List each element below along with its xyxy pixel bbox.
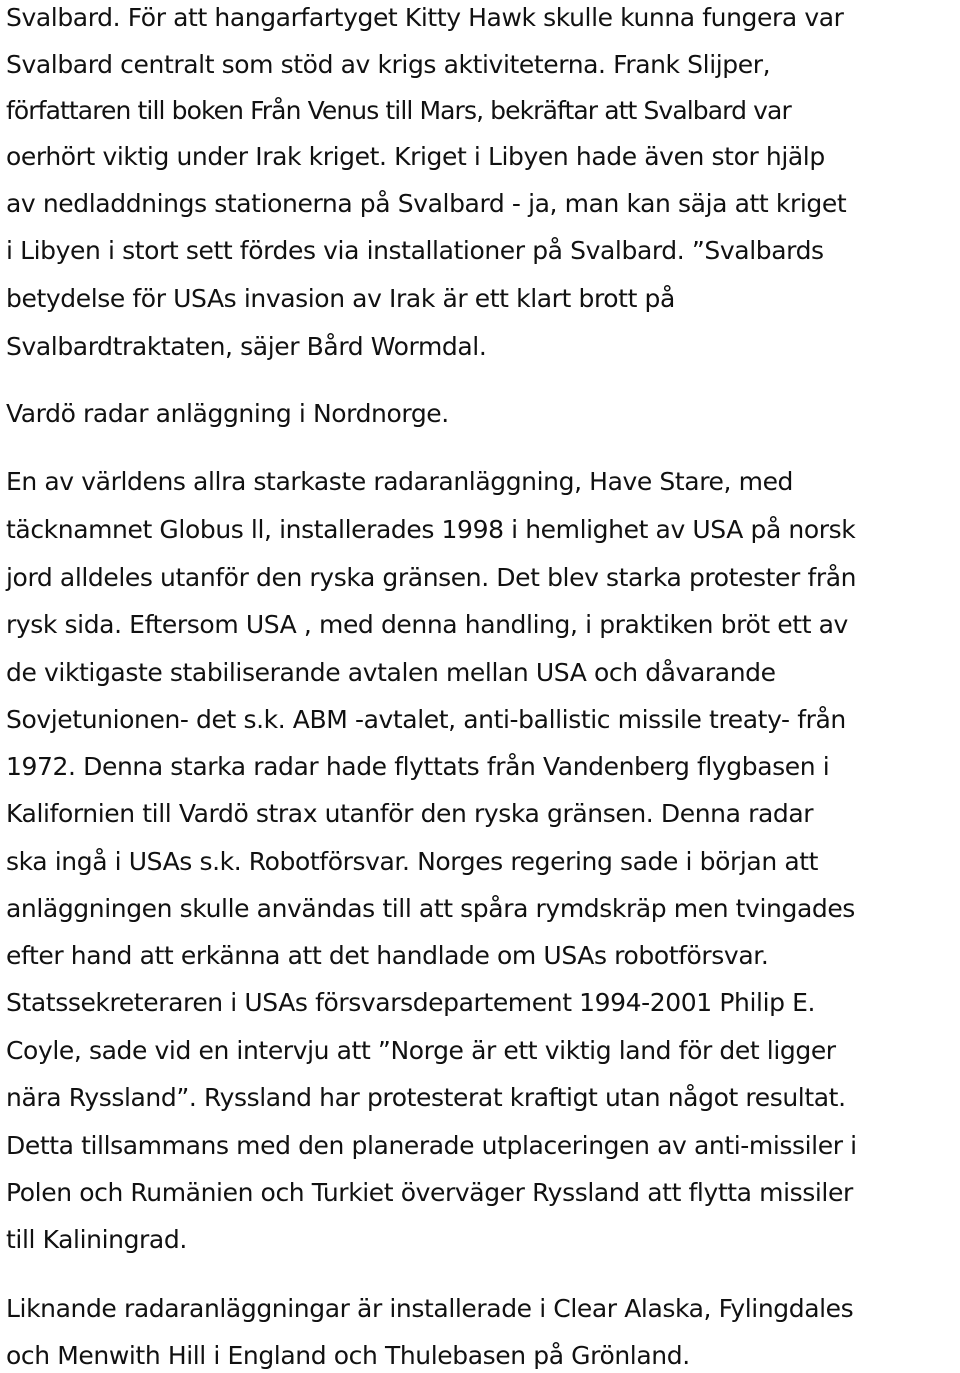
paragraph-2-line-7: 1972. Denna starka radar hade flyttats från Vandenberg flygbasen i bbox=[6, 752, 830, 781]
paragraph-2-line-11: efter hand att erkänna att det handlade om USAs robotförsvar. bbox=[6, 941, 769, 970]
paragraph-1-line-5: av nedladdnings stationerna på Svalbard - ja, man kan säja att kriget bbox=[6, 189, 847, 218]
paragraph-2-line-5: de viktigaste stabiliserande avtalen mellan USA och dåvarande bbox=[6, 658, 776, 687]
section-heading: Vardö radar anläggning i Nordnorge. bbox=[6, 399, 449, 428]
paragraph-3-line-1: Liknande radaranläggningar är installerade i Clear Alaska, Fylingdales bbox=[6, 1294, 854, 1323]
paragraph-1-line-2: Svalbard centralt som stöd av krigs aktiviteterna. Frank Slijper, bbox=[6, 50, 771, 79]
paragraph-2-line-17: till Kaliningrad. bbox=[6, 1225, 187, 1254]
paragraph-1-line-1: Svalbard. För att hangarfartyget Kitty Hawk skulle kunna fungera var bbox=[6, 3, 844, 32]
paragraph-2-line-16: Polen och Rumänien och Turkiet överväger Ryssland att flytta missiler bbox=[6, 1178, 853, 1207]
paragraph-2-line-2: täcknamnet Globus ll, installerades 1998 i hemlighet av USA på norsk bbox=[6, 515, 856, 544]
paragraph-1-line-3: författaren till boken Från Venus till Mars, bekräftar att Svalbard var bbox=[6, 96, 791, 125]
paragraph-2-line-13: Coyle, sade vid en intervju att ”Norge är ett viktig land för det ligger bbox=[6, 1036, 836, 1065]
paragraph-1-line-7: betydelse för USAs invasion av Irak är ett klart brott på bbox=[6, 284, 675, 313]
paragraph-2-line-4: rysk sida. Eftersom USA , med denna handling, i praktiken bröt ett av bbox=[6, 610, 848, 639]
paragraph-2-line-10: anläggningen skulle användas till att spåra rymdskräp men tvingades bbox=[6, 894, 855, 923]
paragraph-3-line-2: och Menwith Hill i England och Thulebasen på Grönland. bbox=[6, 1341, 690, 1370]
paragraph-1-line-8: Svalbardtraktaten, säjer Bård Wormdal. bbox=[6, 332, 487, 361]
paragraph-2-line-8: Kalifornien till Vardö strax utanför den ryska gränsen. Denna radar bbox=[6, 799, 814, 828]
paragraph-2-line-6: Sovjetunionen- det s.k. ABM -avtalet, anti-ballistic missile treaty- från bbox=[6, 705, 846, 734]
paragraph-2-line-14: nära Ryssland”. Ryssland har protesterat kraftigt utan något resultat. bbox=[6, 1083, 846, 1112]
paragraph-2-line-12: Statssekreteraren i USAs försvarsdepartement 1994-2001 Philip E. bbox=[6, 988, 816, 1017]
paragraph-1-line-4: oerhört viktig under Irak kriget. Kriget i Libyen hade även stor hjälp bbox=[6, 142, 825, 171]
paragraph-2-line-3: jord alldeles utanför den ryska gränsen. Det blev starka protester från bbox=[6, 563, 857, 592]
paragraph-2-line-15: Detta tillsammans med den planerade utplaceringen av anti-missiler i bbox=[6, 1131, 857, 1160]
paragraph-2-line-9: ska ingå i USAs s.k. Robotförsvar. Norges regering sade i början att bbox=[6, 847, 819, 876]
paragraph-1-line-6: i Libyen i stort sett fördes via installationer på Svalbard. ”Svalbards bbox=[6, 236, 824, 265]
paragraph-2-line-1: En av världens allra starkaste radaranläggning, Have Stare, med bbox=[6, 467, 794, 496]
